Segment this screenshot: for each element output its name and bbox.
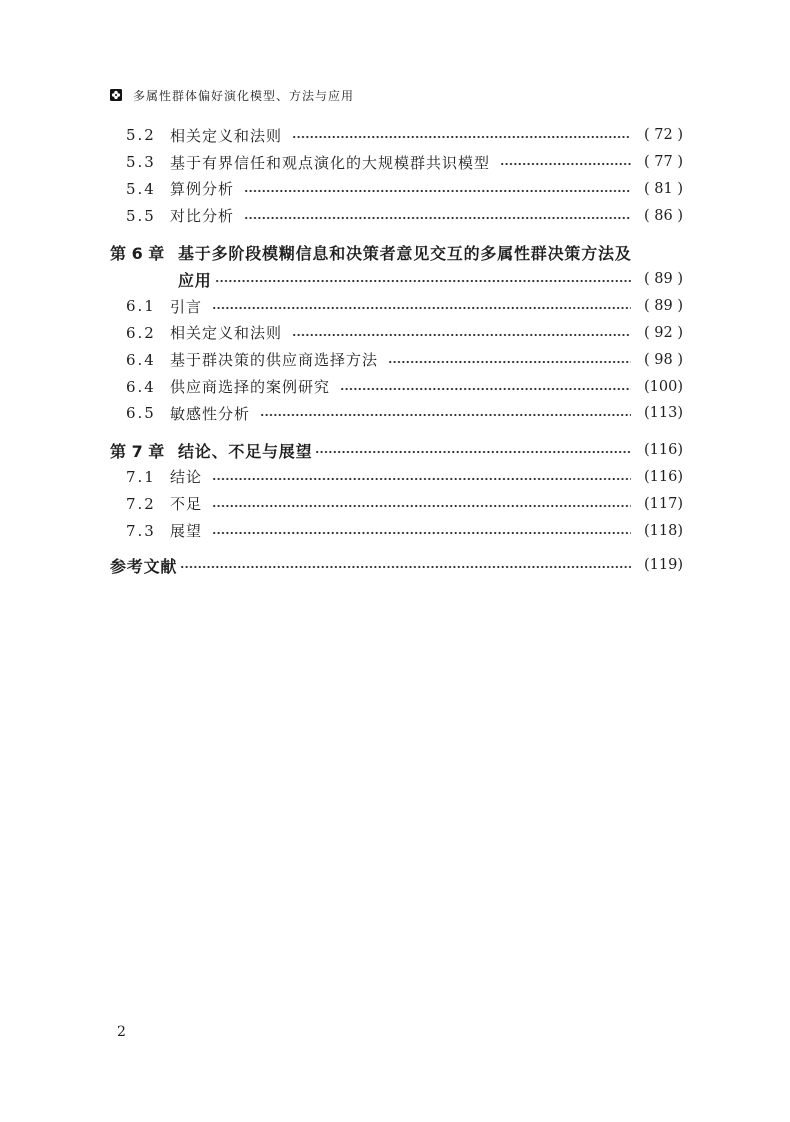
page-number: 2 (117, 1024, 126, 1040)
section-number: 6.1 (126, 297, 156, 316)
section-number: 5.2 (126, 126, 156, 145)
section-title: 展望 (170, 522, 203, 541)
section-title: 结论 (170, 468, 203, 487)
section-title: 敏感性分析 (170, 404, 251, 423)
book-title: 多属性群体偏好演化模型、方法与应用 (133, 88, 355, 103)
page-reference: (118) (644, 522, 683, 539)
chapter-title: 基于多阶段模糊信息和决策者意见交互的多属性群决策方法及 (178, 244, 632, 264)
section-number: 7.1 (126, 467, 156, 486)
toc-entry-section (110, 149, 683, 176)
page-reference: (119) (644, 557, 683, 574)
dot-leader (212, 531, 631, 535)
toc-entry-section (110, 464, 683, 491)
book-emblem-icon (110, 89, 122, 101)
dot-leader (388, 360, 631, 364)
chapter-title: 结论、不足与展望 (178, 441, 313, 461)
dot-leader (244, 189, 631, 193)
section-title: 相关定义和法则 (170, 324, 283, 343)
page-reference: ( 81 ) (644, 180, 683, 197)
chapter-label: 第 6 章 (110, 244, 165, 264)
page-reference: ( 98 ) (644, 351, 683, 368)
dot-leader (244, 216, 631, 220)
page-reference: ( 89 ) (644, 271, 683, 288)
toc-entry-chapter-continued (110, 266, 683, 293)
section-number: 5.4 (126, 179, 156, 198)
page-reference: ( 92 ) (644, 324, 683, 341)
dot-leader (315, 450, 631, 454)
dot-leader (180, 565, 631, 569)
references-title: 参考文献 (110, 556, 178, 576)
page-reference: ( 89 ) (644, 298, 683, 315)
dot-leader (500, 162, 631, 166)
section-title: 相关定义和法则 (170, 126, 283, 145)
page-reference: ( 86 ) (644, 207, 683, 224)
section-number: 6.4 (126, 377, 156, 396)
section-number: 6.4 (126, 350, 156, 369)
section-title: 基于群决策的供应商选择方法 (170, 351, 379, 370)
section-title: 基于有界信任和观点演化的大规模群共识模型 (170, 153, 491, 172)
toc-entry-section (110, 176, 683, 203)
chapter-label: 第 7 章 (110, 441, 165, 461)
section-title: 引言 (170, 297, 203, 316)
toc-entry-chapter (110, 239, 683, 266)
toc-entry-section (110, 373, 683, 400)
toc-entry-section (110, 202, 683, 229)
section-number: 7.3 (126, 521, 156, 540)
table-of-contents (110, 122, 683, 579)
section-title: 对比分析 (170, 207, 235, 226)
toc-entry-section (110, 293, 683, 320)
page-reference: (116) (644, 442, 683, 459)
page-reference: (100) (644, 378, 683, 395)
section-number: 5.5 (126, 206, 156, 225)
page-reference: (117) (644, 495, 683, 512)
section-number: 6.5 (126, 404, 156, 423)
section-number: 5.3 (126, 153, 156, 172)
page-reference: (116) (644, 468, 683, 485)
toc-entry-chapter (110, 437, 683, 464)
toc-entry-section (110, 320, 683, 347)
dot-leader (212, 306, 631, 310)
chapter-title-continued: 应用 (178, 270, 212, 290)
section-number: 7.2 (126, 494, 156, 513)
dot-leader (292, 333, 631, 337)
toc-entry-section (110, 490, 683, 517)
dot-leader (340, 387, 631, 391)
toc-entry-section (110, 400, 683, 427)
toc-entry-section (110, 122, 683, 149)
section-title: 算例分析 (170, 180, 235, 199)
dot-leader (260, 413, 631, 417)
section-title: 不足 (170, 495, 203, 514)
toc-entry-section (110, 346, 683, 373)
dot-leader (292, 135, 631, 139)
page-reference: (113) (644, 405, 683, 422)
section-number: 6.2 (126, 323, 156, 342)
dot-leader (212, 504, 631, 508)
toc-entry-section (110, 517, 683, 544)
page-reference: ( 77 ) (644, 154, 683, 171)
dot-leader (212, 477, 631, 481)
dot-leader (215, 279, 631, 283)
page-reference: ( 72 ) (644, 127, 683, 144)
running-header (110, 86, 354, 104)
toc-entry-references (110, 552, 683, 579)
section-title: 供应商选择的案例研究 (170, 378, 331, 397)
